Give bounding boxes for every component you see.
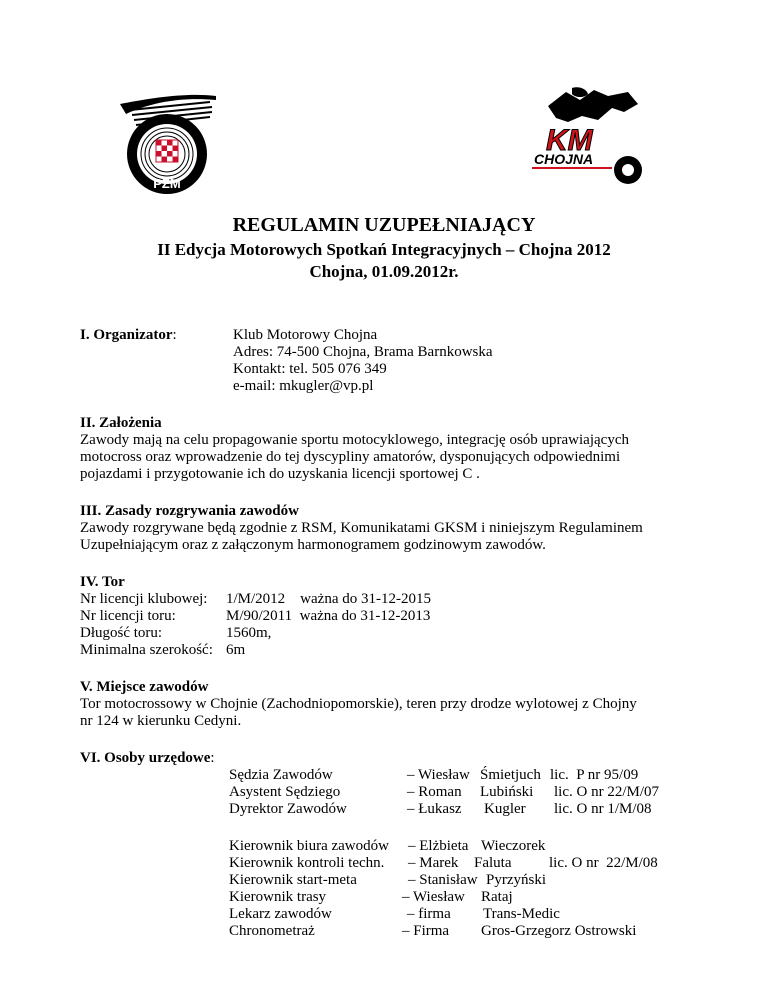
official-name: – Marek — [408, 855, 459, 871]
official-role: Kierownik start-meta — [229, 872, 357, 888]
official-surname: Lubiński — [480, 784, 534, 800]
official-role: Kierownik biura zawodów — [229, 838, 389, 854]
official-role: Sędzia Zawodów — [229, 767, 333, 783]
official-role: Asystent Sędziego — [229, 784, 341, 800]
section3-line: Uzupełniającym oraz z załączonym harmonogramem godzinowym zawodów. — [80, 537, 546, 553]
section5-line: nr 124 w kierunku Cedyni. — [80, 713, 242, 729]
official-license: lic. O nr 1/M/08 — [554, 801, 652, 817]
section2-line: Zawody mają na celu propagowanie sportu motocyklowego, integrację osób uprawiających — [80, 432, 629, 448]
track-label: Nr licencji toru: — [80, 608, 176, 624]
document-title: REGULAMIN UZUPEŁNIAJĄCY — [232, 214, 536, 236]
organizer-line: Adres: 74-500 Chojna, Brama Barnkowska — [233, 344, 493, 360]
pzm-logo-text: PZM — [153, 176, 181, 191]
official-role: Chronometraż — [229, 923, 315, 939]
section2-heading: II. Założenia — [80, 415, 162, 431]
official-surname: Śmietjuch — [480, 767, 541, 783]
official-surname: Kugler — [484, 801, 526, 817]
official-surname: Wieczorek — [481, 838, 546, 854]
section5-heading: V. Miejsce zawodów — [80, 679, 209, 695]
chojna-logo-text: CHOJNA — [534, 151, 594, 167]
track-value: 1560m, — [226, 625, 272, 641]
official-name: – Roman — [407, 784, 462, 800]
official-name: – Elżbieta — [408, 838, 469, 854]
track-label: Długość toru: — [80, 625, 163, 641]
official-surname: Rataj — [481, 889, 513, 905]
organizer-email: e-mail: mkugler@vp.pl — [233, 378, 374, 394]
organizer-line: Klub Motorowy Chojna — [233, 327, 378, 343]
section6-heading: VI. Osoby urzędowe: — [80, 750, 215, 766]
place-date: Chojna, 01.09.2012r. — [309, 262, 459, 281]
official-name: – Wiesław — [402, 889, 465, 905]
track-value: 6m — [226, 642, 246, 658]
organizer-line: Kontakt: tel. 505 076 349 — [233, 361, 387, 377]
official-name: – Łukasz — [407, 801, 462, 817]
official-name: – Wiesław — [407, 767, 470, 783]
document-subtitle: II Edycja Motorowych Spotkań Integracyjnych – Chojna 2012 — [157, 240, 611, 259]
official-role: Kierownik kontroli techn. — [229, 855, 385, 871]
organizer-heading: I. Organizator: — [80, 327, 177, 343]
pzm-logo — [112, 82, 222, 202]
official-role: Kierownik trasy — [229, 889, 327, 905]
section3-line: Zawody rozgrywane będą zgodnie z RSM, Komunikatami GKSM i niniejszym Regulaminem — [80, 520, 643, 536]
section5-line: Tor motocrossowy w Chojnie (Zachodniopomorskie), teren przy drodze wylotowej z Chojny — [80, 696, 637, 712]
track-value: M/90/2011 ważna do 31-12-2013 — [226, 608, 431, 624]
official-name: – Stanisław — [408, 872, 478, 888]
official-license: lic. O nr 22/M/08 — [549, 855, 658, 871]
official-surname: Pyrzyński — [486, 872, 546, 888]
official-role: Dyrektor Zawodów — [229, 801, 347, 817]
official-role: Lekarz zawodów — [229, 906, 332, 922]
official-license: lic. O nr 22/M/07 — [554, 784, 659, 800]
official-surname: Faluta — [474, 855, 512, 871]
track-label: Nr licencji klubowej: — [80, 591, 208, 607]
track-value: 1/M/2012 ważna do 31-12-2015 — [226, 591, 431, 607]
section3-heading: III. Zasady rozgrywania zawodów — [80, 503, 299, 519]
official-surname: Gros-Grzegorz Ostrowski — [481, 923, 637, 939]
official-name: – Firma — [402, 923, 450, 939]
km-logo-text: KM — [546, 124, 593, 157]
section4-heading: IV. Tor — [80, 574, 125, 590]
official-name: – firma — [407, 906, 451, 922]
track-label: Minimalna szerokość: — [80, 642, 213, 658]
section2-line: motocross oraz wprowadzenie do tej dyscypliny amatorów, dysponujących odpowiednimi — [80, 449, 621, 465]
official-surname: Trans-Medic — [483, 906, 560, 922]
km-chojna-logo — [528, 86, 648, 192]
section2-line: pojazdami i przygotowanie ich do uzyskania licencji sportowej C . — [80, 466, 480, 482]
official-license: lic. P nr 95/09 — [550, 767, 639, 783]
